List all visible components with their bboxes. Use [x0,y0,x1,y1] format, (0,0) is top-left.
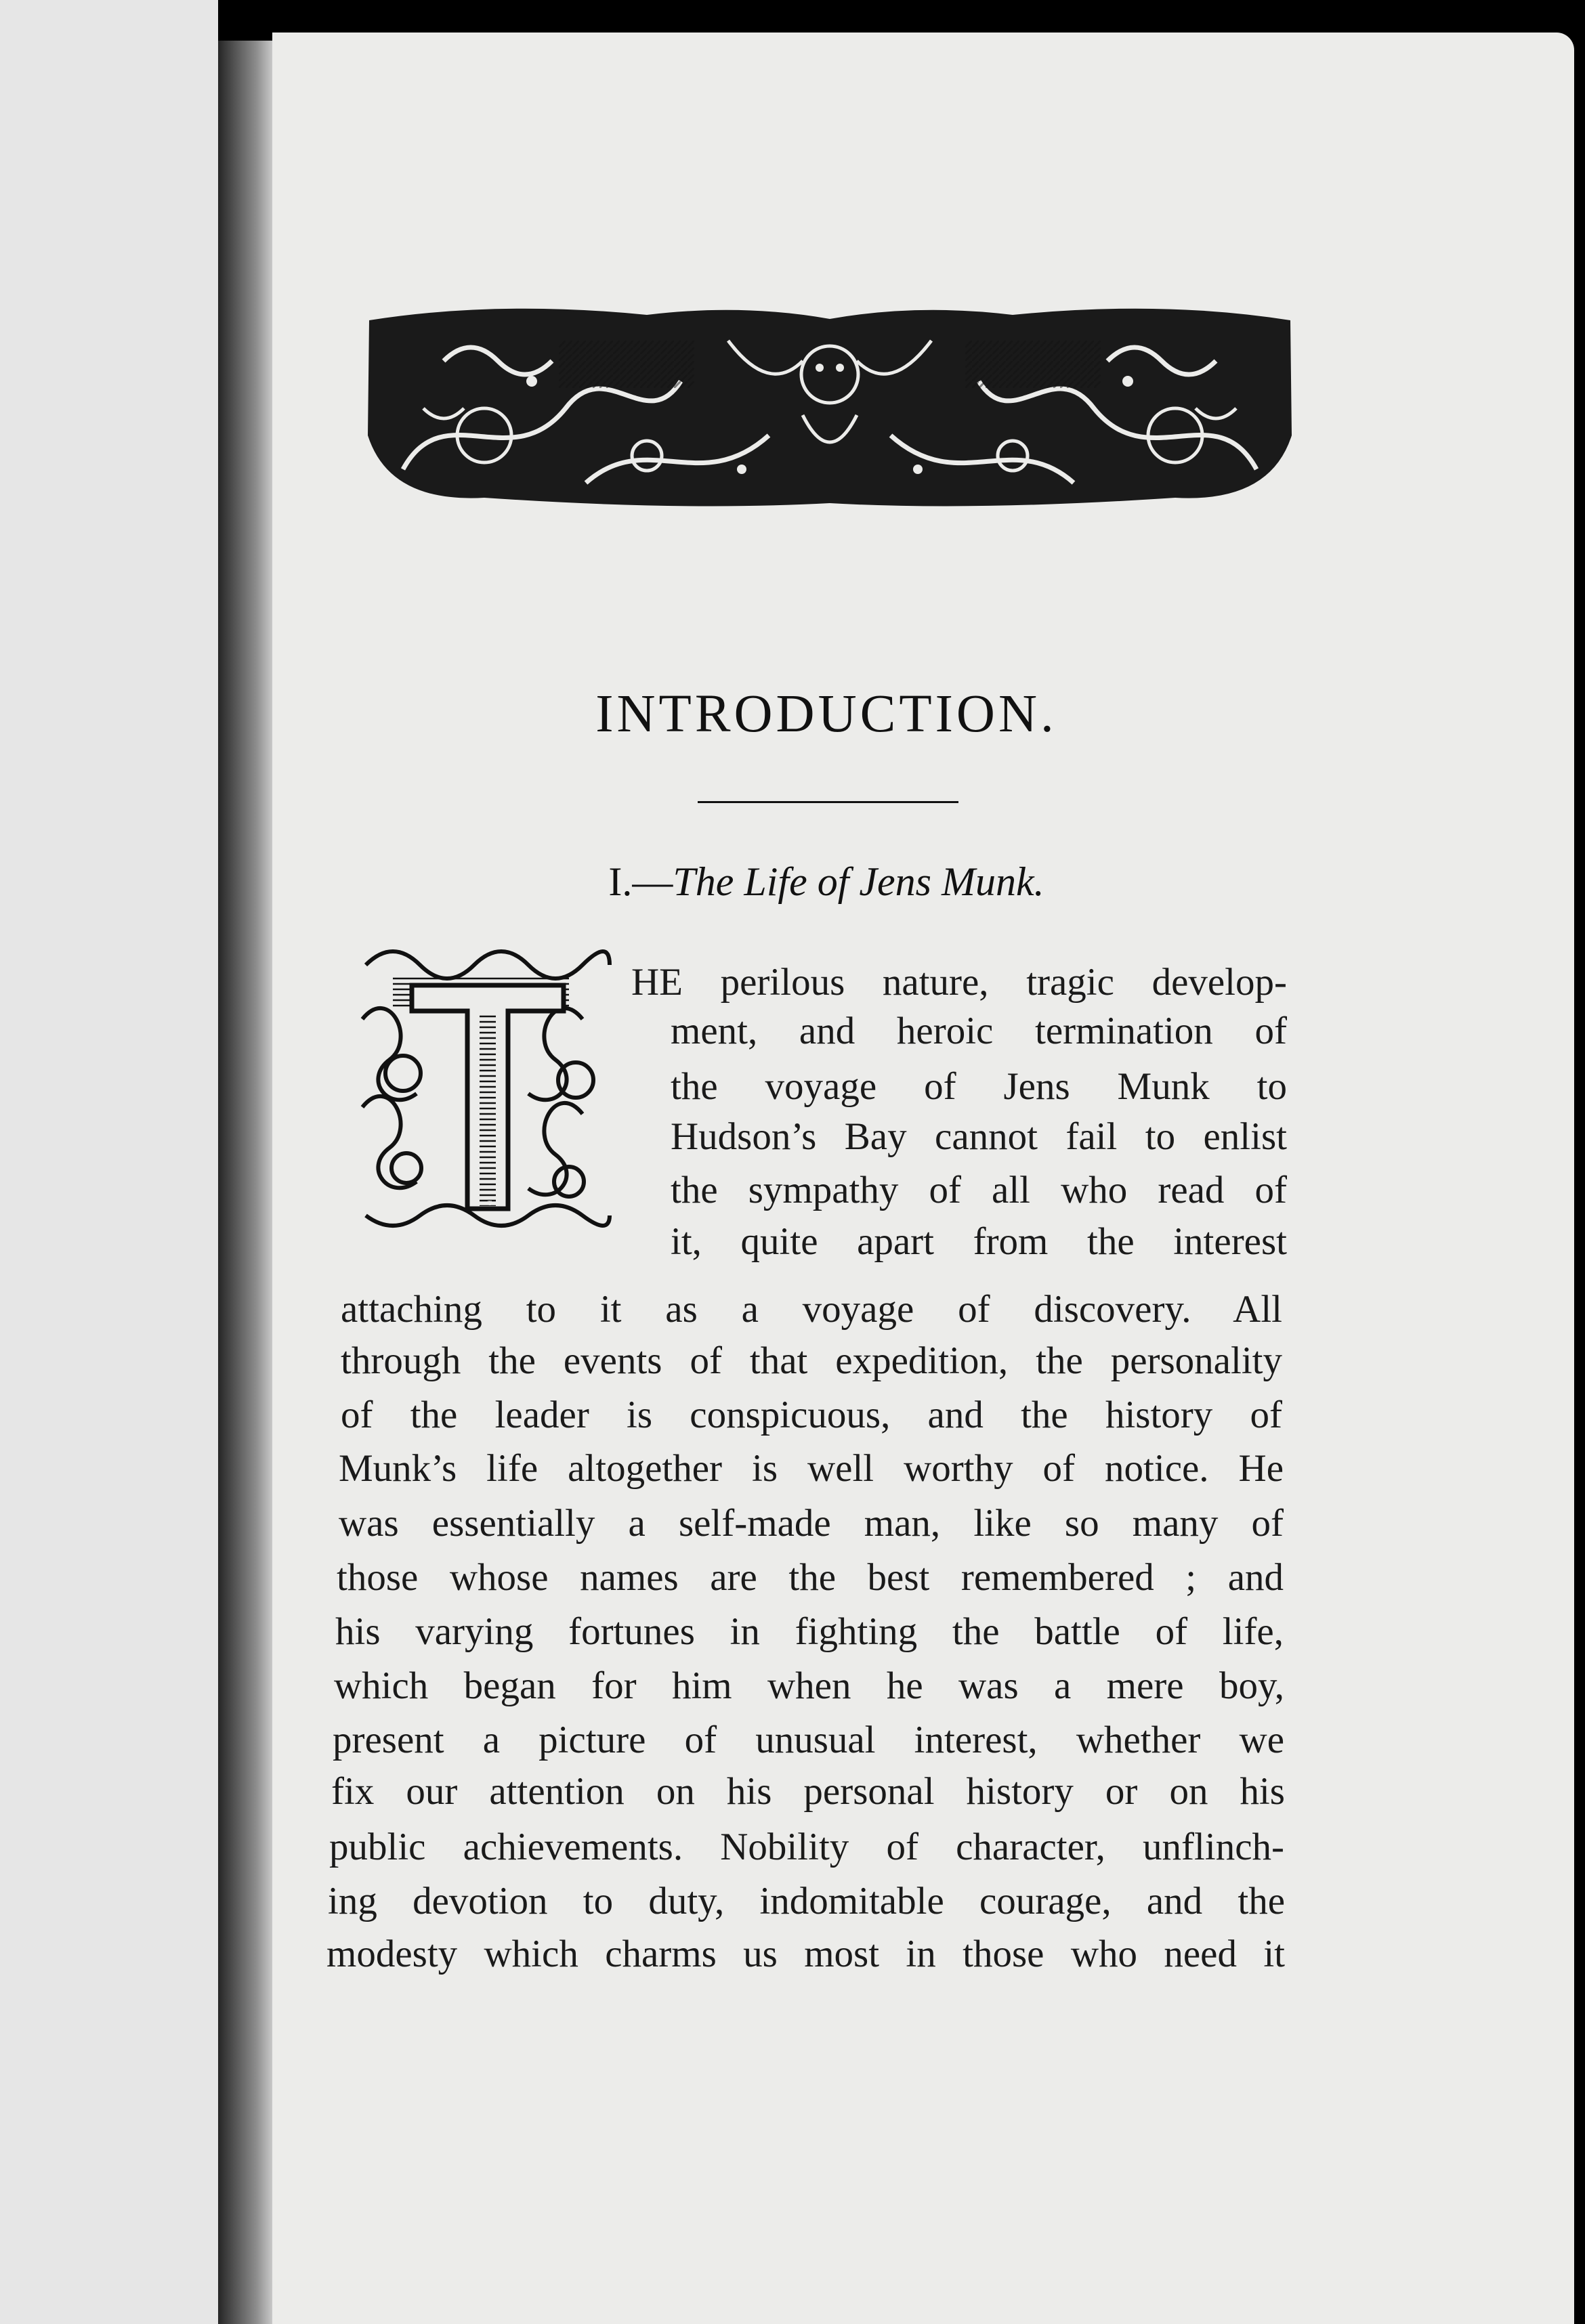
paragraph-line: the sympathy of all who read of [671,1169,1287,1211]
left-page-edge [0,0,218,2324]
paragraph-line: through the events of that expedition, the personality [341,1339,1282,1382]
paragraph-line: Hudson’s Bay cannot fail to enlist [671,1115,1287,1158]
section-heading [474,859,1179,905]
paragraph-line: public achievements. Nobility of character, unflinch- [329,1826,1284,1868]
paragraph-line: ing devotion to duty, indomitable courage, and the [328,1880,1285,1922]
paragraph-line: which began for him when he was a mere boy, [334,1664,1284,1707]
paragraph-line: it, quite apart from the interest [671,1220,1287,1263]
paragraph-line: his varying fortunes in fighting the battle of life, [335,1610,1284,1653]
paragraph-line: modesty which charms us most in those who need it [326,1933,1285,1975]
ornamental-headpiece-icon [362,300,1297,510]
paragraph-line: of the leader is conspicuous, and the history of [341,1394,1282,1436]
paragraph-line: was essentially a self-made man, like so many of [339,1502,1284,1545]
paragraph-line: fix our attention on his personal history or on his [331,1770,1285,1813]
paragraph-line: ment, and heroic termination of [671,1010,1287,1052]
drop-cap-letter: T [488,1200,492,1207]
paragraph-line: the voyage of Jens Munk to [671,1065,1287,1108]
paragraph-line: Munk’s life altogether is well worthy of notice. He [339,1447,1284,1490]
section-title: The Life of Jens Munk. [673,859,1044,904]
paragraph-line: present a picture of unusual interest, whether we [333,1719,1284,1761]
page-title: INTRODUCTION. [595,685,1057,744]
book-gutter [218,41,272,2324]
paragraph-line: those whose names are the best remembered ; and [337,1556,1284,1599]
decorated-initial-t-icon [352,938,623,1237]
title-rule [698,801,958,803]
section-number: I.— [608,859,673,904]
paragraph-line: attaching to it as a voyage of discovery. All [341,1288,1282,1331]
paragraph-line: HE perilous nature, tragic develop- [631,961,1287,1004]
